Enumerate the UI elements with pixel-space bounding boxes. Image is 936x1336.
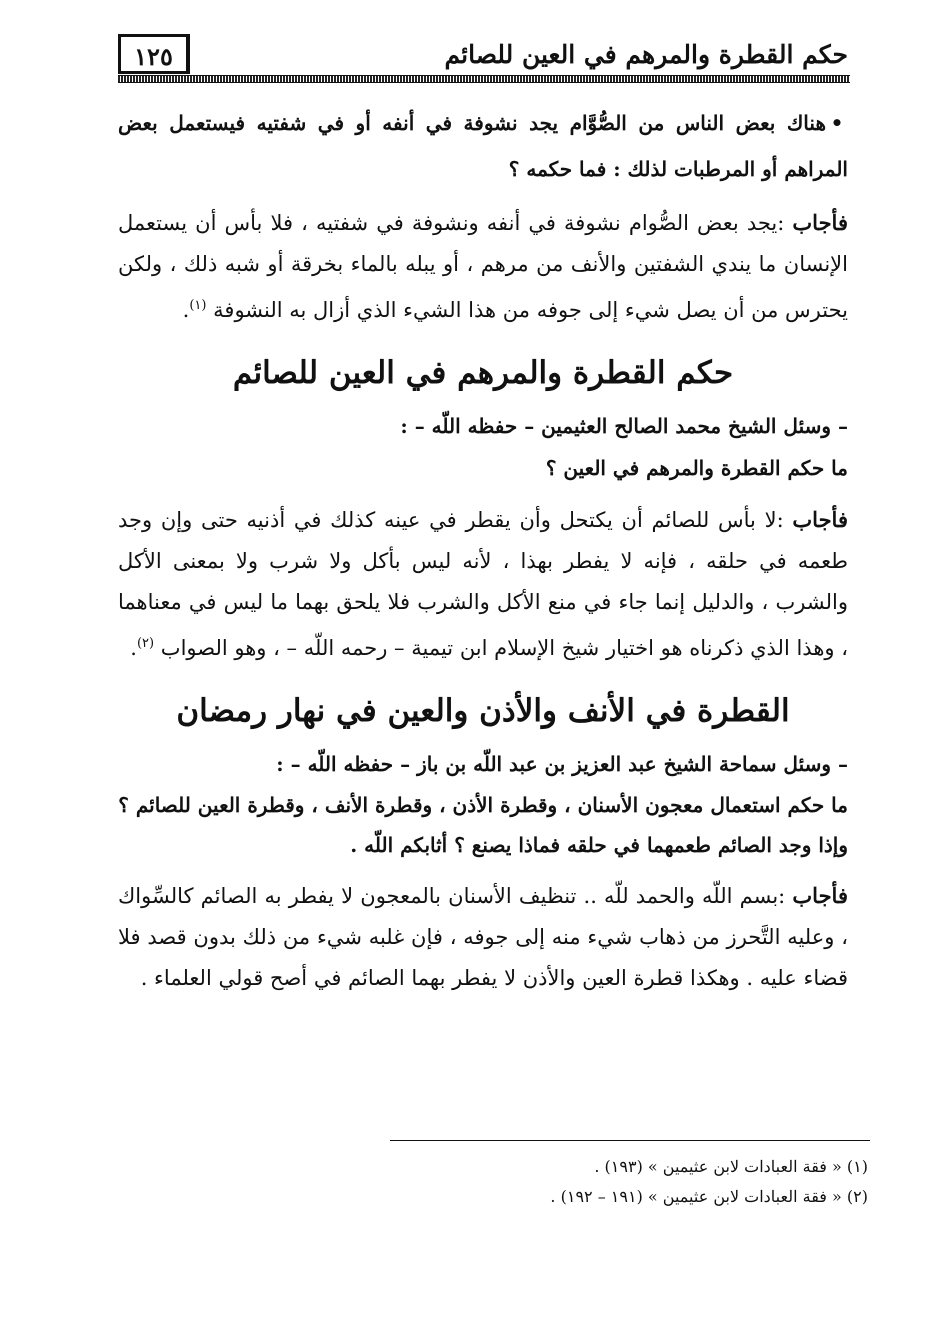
running-title: حكم القطرة والمرهم في العين للصائم [444, 40, 848, 69]
asker-line: – وسئل الشيخ محمد الصالح العثيمين – حفظه اللّه – : [400, 414, 848, 438]
footnote-ref-2: (٢) [136, 636, 155, 651]
page-header [118, 34, 848, 80]
answer-text: :بسم اللّه والحمد للّه .. تنظيف الأسنان بالمعجون لا يفطر به الصائم كالسِّواك ، وعليه التَّحرز من ذهاب شيء منه إلى جوفه ، فإن غلبه شيء من ذلك بدون قصد فلا قضاء عليه . وهكذا قطرة العين والأذن لا يفطر بهما الصائم في أصح قولي العلماء . [118, 884, 848, 990]
answer-text: :لا بأس للصائم أن يكتحل وأن يقطر في عينه كذلك في أذنيه حتى وإن وجد طعمه في حلقه ، فإنه لا يفطر بهذا ، لأنه ليس بأكل ولا شرب ولا بمعنى الأكل والشرب ، والدليل إنما جاء في منع الأكل والشرب فلا يلحق بهما ما ليس في معناهما ، وهذا الذي ذكرناه هو اختيار شيخ الإسلام ابن تيمية – رحمه اللّه – ، وهو الصواب [118, 508, 848, 660]
question-line-2: وإذا وجد الصائم طعمهما في حلقه فماذا يصنع ؟ أثابكم اللّه . [350, 833, 848, 857]
answer-lead: فأجاب [792, 883, 848, 908]
section-heading-eye-drops: حكم القطرة والمرهم في العين للصائم [232, 355, 734, 391]
asker-line: – وسئل سماحة الشيخ عبد العزيز بن عبد اللّه بن باز – حفظه اللّه – : [276, 752, 848, 776]
bullet-icon: • [830, 111, 844, 135]
question-line-1: ما حكم استعمال معجون الأسنان ، وقطرة الأذن ، وقطرة الأنف ، وقطرة العين للصائم ؟ [118, 793, 848, 817]
answer-nose-ear-eye [118, 875, 848, 999]
answer-end: . [182, 298, 190, 322]
answer-text: :يجد بعض الصُّوام نشوفة في أنفه ونشوفة في شفتيه ، فلا بأس أن يستعمل الإنسان ما يندي الشفتين والأنف من مرهم ، أو يبله بالماء بخرقة أو شبه ذلك ، ولكن يحترس من أن يصل شيء إلى جوفه من هذا الشيء الذي أزال به النشوفة [118, 211, 848, 322]
question-eye-drops: ما حكم القطرة والمرهم في العين ؟ [545, 456, 848, 480]
answer-lead: فأجاب [792, 210, 848, 235]
question-nose-lips [118, 100, 848, 192]
answer-nose-lips [118, 202, 848, 331]
footnotes [118, 1152, 868, 1212]
page-number: ١٢٥ [118, 34, 190, 74]
question-text: هناك بعض الناس من الصُّوَّام يجد نشوفة في أنفه أو في شفتيه فيستعمل بعض المراهم أو المرطبات لذلك : فما حكمه ؟ [118, 111, 848, 181]
footnote-2: (٢) « فقة العبادات لابن عثيمين » (١٩١ – ١٩٢) . [550, 1187, 868, 1206]
answer-end: . [130, 636, 137, 660]
page-body [118, 100, 848, 999]
answer-eye-drops [118, 499, 848, 669]
footnote-rule [390, 1140, 870, 1141]
section-heading-nose-ear-eye: القطرة في الأنف والأذن والعين في نهار رمضان [176, 693, 790, 729]
answer-lead: فأجاب [792, 507, 848, 532]
footnote-ref-1: (١) [189, 298, 207, 313]
footnote-1: (١) « فقة العبادات لابن عثيمين » (١٩٣) . [594, 1157, 868, 1176]
header-rule [118, 75, 850, 83]
